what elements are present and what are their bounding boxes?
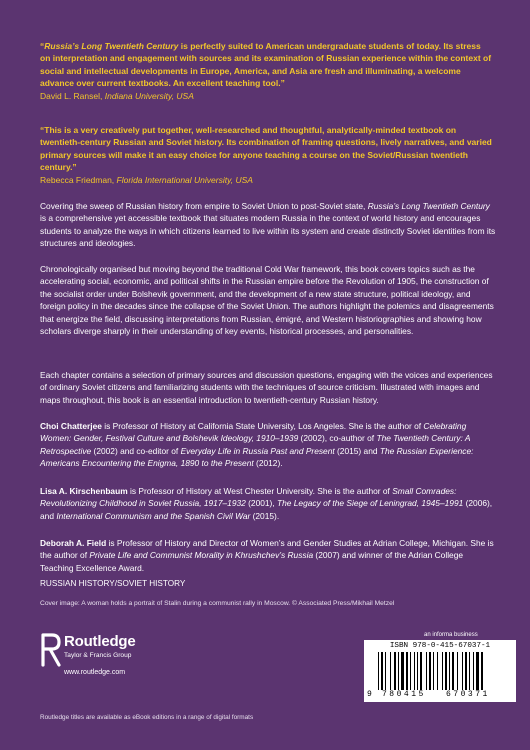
barcode-digit-lead: 9 [367, 690, 372, 699]
isbn-label: ISBN 978-0-415-67037-1 [389, 642, 491, 650]
author-bio-kirschenbaum: Lisa A. Kirschenbaum is Professor of History at West Chester University. She is the author of Small Comrades: Revolutionizing Childhood in Soviet Russia, 1917–1932 (2001), The Legacy of the Siege of Leningrad, 1945–1991 (2006), and International Communism and the Spanish Civil War (2015). [40, 486, 493, 521]
description-paragraph-1: Covering the sweep of Russian history from empire to Soviet Union to post-Soviet state, Russia’s Long Twentieth Century is a comprehensive yet accessible textbook that situates modern Russia in the context of world history and encourages students to analyze the ways in which citizens learned to live within its system and create distinctly Soviet identities from its structures and ideologies. [40, 201, 496, 249]
review-quote-2 [40, 124, 492, 186]
barcode-digits-right: 670371 [446, 690, 490, 699]
publisher-group: Taylor & Francis Group [64, 652, 132, 659]
barcode-icon [376, 652, 510, 692]
quote-2-attribution: Rebecca Friedman, Florida International University, USA [40, 174, 253, 185]
author-bio-field: Deborah A. Field is Professor of History and Director of Women’s and Gender Studies at Adrian College, Michigan. She is the author of Private Life and Communist Morality in Khrushchev’s Russia (2007) and winner of the Adrian College Teaching Excellence Award. [40, 538, 494, 573]
barcode-digits-left: 780415 [382, 690, 426, 699]
publisher-name: Routledge [64, 633, 136, 650]
ebook-note: Routledge titles are available as eBook editions in a range of digital formats [40, 714, 254, 721]
description-paragraph-3: Each chapter contains a selection of primary sources and discussion questions, engaging with the voices and experiences of ordinary Soviet citizens and familiarizing students with the techniques of source criticism. Illustrated with images and maps throughout, this book is an essential introduction to twentieth-century Russian history. [40, 370, 493, 405]
quote-1-attribution: David L. Ransel, Indiana University, USA [40, 90, 194, 101]
routledge-r-icon [40, 633, 62, 667]
quote-2-text: “This is a very creatively put together, well-researched and thoughtful, analytically-minded textbook on twentieth-century Russian and Soviet history. Its combination of framing questions, lively narratives, and varied primary sources will make it an easy choice for anyone teaching a course on the Soviet/Russian twentieth century.” [40, 125, 492, 173]
quote-1-book-title: Russia’s Long Twentieth Century [44, 41, 179, 51]
informa-tagline: an informa business [424, 632, 478, 638]
subject-category: RUSSIAN HISTORY/SOVIET HISTORY [40, 579, 186, 588]
isbn-barcode-panel [364, 640, 516, 702]
publisher-url: www.routledge.com [64, 669, 126, 676]
description-paragraph-2: Chronologically organised but moving beyond the traditional Cold War framework, this book covers topics such as the accelerating social, economic, and political shifts in the Russian empire before the Revolution of 1905, the construction of the socialist order under Bolshevik government, and the development of a new state structure, political ideology, and foreign policy in the decades since the collapse of the Soviet Union. The authors highlight the polemics and disagreements that energize the field, discussing interpretations from Russian, émigré, and Western historiographies and showing how scholars diverge sharply in their understanding of key events, historical processes, and personalities. [40, 264, 494, 337]
quote-1-text: “Russia’s Long Twentieth Century is perfectly suited to American undergraduate students of today. Its stress on interpretation and engagement with sources and its examination of Russian experience within the context of social and intellectual developments in Europe, America, and Asia are fresh and illuminating, a welcome advance over current textbooks. An excellent teaching tool.” [40, 41, 492, 89]
review-quote-1 [40, 40, 492, 102]
cover-image-credit: Cover image: A woman holds a portrait of Stalin during a communist rally in Moscow. © Associated Press/Mikhail Metzel [40, 600, 395, 607]
author-bio-chatterjee: Choi Chatterjee is Professor of History at California State University, Los Angeles. She is the author of Celebrating Women: Gender, Festival Culture and Bolshevik Ideology, 1910–1939 (2002), co-author of The Twentieth Century: A Retrospective (2002) and co-editor of Everyday Life in Russia Past and Present (2015) and The Russian Experience: Americans Encountering the Enigma, 1890 to the Present (2012). [40, 421, 474, 469]
publisher-logo [40, 631, 180, 681]
